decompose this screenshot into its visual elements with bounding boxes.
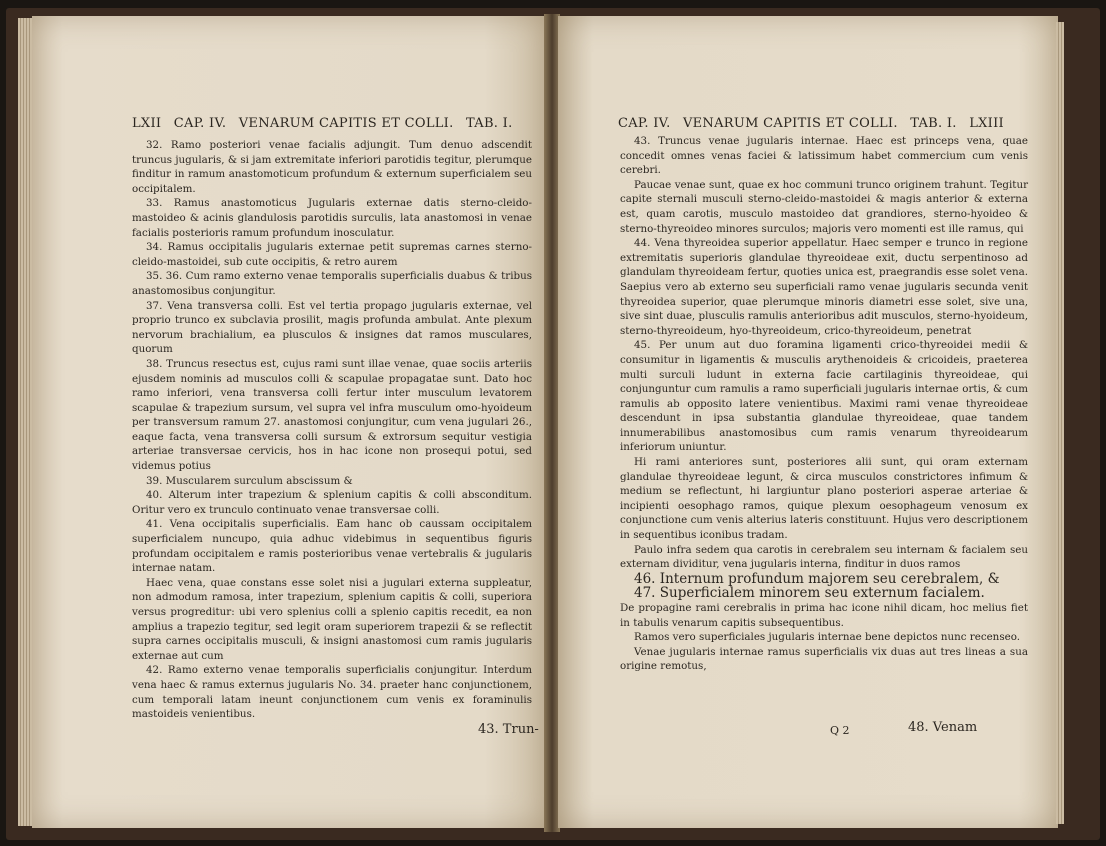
right-chapter: CAP. IV.	[618, 116, 671, 131]
left-page-text	[132, 138, 532, 722]
paragraph-39: 39. Muscularem surculum abscissum &	[146, 474, 353, 487]
paragraph-46: 46. Internum profundum majorem seu cerebralem, &	[634, 570, 1000, 587]
right-page-text	[620, 134, 1028, 674]
paragraph-37: 37. Vena transversa colli. Est vel tertia propago jugularis externae, vel proprio trunco ex subclavia prosilit, magis profunda ambulat. Ante plexum nervorum brachialium, ea plusculos & insignes dat ramos musculares, quorum	[132, 299, 532, 356]
paragraph-41: 41. Vena occipitalis superficialis. Eam hanc ob caussam occipitalem superficialem nuncupo, quia adhuc videbimus in sequentibus figuris profundam occipitalem e ramis posterioribus venae vertebralis & jugularis internae natam.	[132, 518, 532, 575]
paragraph-42: 42. Ramo externo venae temporalis superficialis conjungitur. Interdum vena haec & ramus externus jugularis No. 34. praeter hanc conjunctionem, cum temporali latam ineunt conjunctionem cum venis ex foraminulis mastoideis venientibus.	[132, 664, 532, 721]
paragraph-47-cont2: Ramos vero superficiales jugularis internae bene depictos nunc recenseo.	[634, 631, 1020, 644]
right-running-header	[618, 116, 1012, 131]
paragraph-32: 32. Ramo posteriori venae facialis adjungit. Tum denuo adscendit truncus jugularis, & si jam extremitate inferiori parotidis tegitur, plerumque finditur in ramum anastomoticum profundum & externum superficialem seu occipitalem.	[132, 139, 532, 195]
paragraph-47: 47. Superficialem minorem seu externum facialem.	[634, 585, 985, 602]
paragraph-47-cont: De propagine rami cerebralis in prima hac icone nihil dicam, hoc melius fiet in tabulis venarum capitis subsequentibus.	[620, 602, 1028, 629]
left-catchword: 43. Trun-	[478, 722, 539, 737]
right-header-title: VENARUM CAPITIS ET COLLI.	[682, 116, 898, 131]
right-header-tab: TAB. I.	[910, 116, 957, 131]
paragraph-45-cont: Hi rami anteriores sunt, posteriores alii sunt, qui oram externam glandulae thyreoideae legunt, & circa musculos constrictores infimum & medium se reflectunt, hi largiuntur plano posteriori asperae arteriae & incipienti oesophago ramos, quique plexum oesophageum venosum ex conjunctione cum venis alterius lateris constituunt. Hujus vero descriptionem in sequentibus iconibus tradam.	[620, 456, 1028, 542]
paragraph-35-36: 35. 36. Cum ramo externo venae temporalis superficialis duabus & tribus anastomosibus conjungitur.	[132, 270, 532, 297]
page-edges-right	[1056, 22, 1064, 824]
left-chapter: CAP. IV.	[173, 116, 227, 131]
paragraph-43: 43. Truncus venae jugularis internae. Haec est princeps vena, quae concedit omnes venas faciei & latissimum habet commercium cum venis cerebri.	[620, 135, 1028, 177]
signature-mark: Q 2	[830, 724, 850, 737]
paragraph-47-cont3: Venae jugularis internae ramus superficialis vix duas aut tres lineas a sua origine remotus,	[620, 645, 1028, 673]
paragraph-41-cont: Haec vena, quae constans esse solet nisi a jugulari externa suppleatur, non admodum ramosa, inter trapezium, splenium capitis & colli, superiora versus progreditur: ubi vero splenius colli a splenio capitis recedit, ea non amplius a trapezio tegitur, sed legit oram superiorem trapezii & se reflectit supra carnes occipitalis musculi, & insigni anastomosi cum ramis jugularis externae aut cum	[132, 576, 532, 662]
right-catchword: 48. Venam	[908, 720, 978, 735]
paragraph-45-cont2: Paulo infra sedem qua carotis in cerebralem seu internam & facialem seu externam dividitur, vena jugularis interna, finditur in duos ramos	[620, 543, 1028, 571]
right-page	[558, 16, 1058, 828]
paragraph-45: 45. Per unum aut duo foramina ligamenti crico-thyreoidei medii & consumitur in ligamentis & musculis arythenoideis & cricoideis, praeterea multi surculi ludunt in externa facie cartilaginis thyreoideae, qui conjunguntur cum ramulis a ramo superficiali jugularis internae ortis, & cum ramulis ab opposito latere venientibus. Maximi rami venae thyreoideae descendunt in ipsa substantia glandulae thyreoideae, quae tandem innumerabilibus anastomosibus cum ramis venarum thyreoidearum inferiorum uniuntur.	[620, 339, 1028, 454]
paragraph-33: 33. Ramus anastomoticus Jugularis externae datis sterno-cleido-mastoideo & acinis glandulosis parotidis surculis, lata anastomosi in venae facialis posterioris ramum profundum inosculatur.	[132, 197, 532, 239]
left-header-tab: TAB. I.	[466, 116, 513, 131]
left-running-header	[132, 116, 521, 131]
left-page-number: LXII	[132, 116, 162, 131]
left-page	[32, 16, 546, 828]
paragraph-43-cont: Paucae venae sunt, quae ex hoc communi trunco originem trahunt. Tegitur capite sternali musculi sterno-cleido-mastoidei & magis anterior & externa est, quam carotis, musculo mastoideo dat grandiores, sterno-hyoideo & sterno-thyreoideo minores surculos; majoris vero momenti est ille ramus, qui	[620, 178, 1028, 235]
paragraph-38: 38. Truncus resectus est, cujus rami sunt illae venae, quae sociis arteriis ejusdem nominis ad musculos colli & scapulae propagatae sunt. Dato hoc ramo inferiori, vena transversa colli fertur inter musculum levatorem scapulae & trapezium sursum, vel supra vel infra musculum omo-hyoideum per transversum ramum 27. anastomosi conjungitur, cum vena jugulari 26., eaque facta, vena transversa colli sursum & extrorsum sequitur vestigia arteriae transversae cervicis, hos in hac icone non prosequi potui, sed videmus potius	[132, 357, 532, 473]
paragraph-34: 34. Ramus occipitalis jugularis externae petit supremas carnes sterno-cleido-mastoidei, sub cute occipitis, & retro aurem	[132, 241, 532, 268]
right-page-number: LXIII	[969, 116, 1004, 131]
left-header-title: VENARUM CAPITIS ET COLLI.	[238, 116, 454, 131]
paragraph-40: 40. Alterum inter trapezium & splenium capitis & colli absconditum. Oritur vero ex trunculo continuato venae transversae colli.	[132, 489, 532, 516]
paragraph-44: 44. Vena thyreoidea superior appellatur. Haec semper e trunco in regione extremitatis superioris glandulae thyreoideae exit, ductu serpentinoso ad glandulam thyreoideam fertur, quoties unica est, praegrandis esse solet vena. Saepius vero ab externo seu superficiali ramo venae jugularis secunda venit thyreoidea superior, quae plerumque minoris diametri esse solet, sive una, sive sint duae, plusculis ramulis anterioribus adit musculos, sterno-hyoideum, sterno-thyreoideum, hyo-thyreoideum, crico-thyreoideum, penetrat	[620, 237, 1028, 337]
